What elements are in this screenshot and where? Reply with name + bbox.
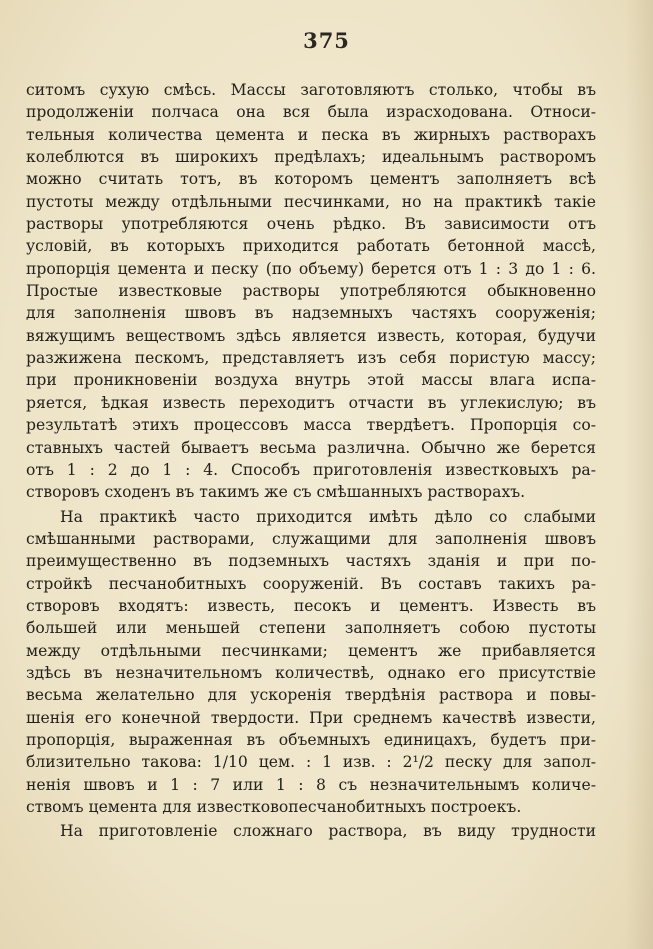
paragraph-end-line: ствомъ цемента для известковопесчанобитныхъ построекъ.	[26, 798, 522, 816]
text-line: шенія его конечной твердости. При среднемъ качествѣ извести,	[26, 708, 596, 727]
text-line: можно считать тотъ, въ которомъ цементъ заполняетъ всѣ	[26, 170, 596, 189]
text-line: отъ 1 : 2 до 1 : 4. Способъ приготовленія известковыхъ ра-	[26, 460, 596, 479]
text-line: большей или меньшей степени заполняетъ собою пустоты	[26, 619, 596, 638]
text-line: между отдѣльными песчинками; цементъ же прибавляется	[26, 641, 596, 660]
body-text	[26, 79, 596, 843]
text-line: здѣсь въ незначительномъ количествѣ, однако его присутствіе	[26, 663, 596, 682]
text-line: Простые известковые растворы употребляются обыкновенно	[26, 282, 596, 301]
text-line: разжижена пескомъ, представляетъ изъ себя пористую массу;	[26, 349, 596, 368]
text-line: преимущественно въ подземныхъ частяхъ зданія и при по-	[26, 552, 596, 571]
page-edge-shadow	[625, 0, 653, 949]
text-line: ненія швовъ и 1 : 7 или 1 : 8 съ незначительнымъ количе-	[26, 775, 596, 794]
text-line: при проникновеніи воздуха внутрь этой массы влага испа-	[26, 371, 596, 390]
text-line: ставныхъ частей бываетъ весьма различна. Обычно же берется	[26, 438, 596, 457]
text-line: растворы употребляются очень рѣдко. Въ зависимости отъ	[26, 215, 596, 234]
text-line: створовъ входятъ: известь, песокъ и цементъ. Известь въ	[26, 596, 596, 615]
text-line: пропорція, выраженная въ объемныхъ единицахъ, будетъ при-	[26, 730, 596, 749]
text-line: результатѣ этихъ процессовъ масса твердѣетъ. Пропорція со-	[26, 416, 596, 435]
page-number: 375	[303, 28, 350, 53]
text-line: условій, въ которыхъ приходится работать бетонной массѣ,	[26, 237, 596, 256]
text-line: ряется, ѣдкая известь переходитъ отчасти въ углекислую; въ	[26, 393, 596, 412]
paragraph-first-line: На приготовленіе сложнаго раствора, въ виду трудности	[60, 822, 596, 841]
paragraph-end-line: створовъ сходенъ въ такимъ же съ смѣшанныхъ растворахъ.	[26, 483, 526, 502]
text-line: для заполненія швовъ въ надземныхъ частяхъ сооруженія;	[26, 304, 596, 323]
text-line: вяжущимъ веществомъ здѣсь является известь, которая, будучи	[26, 326, 596, 345]
text-line: пустоты между отдѣльными песчинками, но на практикѣ такіе	[26, 192, 596, 211]
text-line: продолженіи полчаса она вся была израсходована. Относи-	[26, 103, 596, 122]
text-line: пропорція цемента и песку (по объему) берется отъ 1 : 3 до 1 : 6.	[26, 259, 596, 278]
text-line: близительно такова: 1/10 цем. : 1 изв. : 2¹/2 песку для запол-	[26, 753, 596, 772]
text-line: стройкѣ песчанобитныхъ сооруженій. Въ составъ такихъ ра-	[26, 574, 596, 593]
text-line: ситомъ сухую смѣсь. Массы заготовляютъ столько, чтобы въ	[26, 81, 596, 99]
text-line: колеблются въ широкихъ предѣлахъ; идеальнымъ растворомъ	[26, 148, 596, 167]
text-line: тельныя количества цемента и песка въ жирныхъ растворахъ	[26, 125, 596, 144]
text-line: смѣшанными растворами, служащими для заполненія швовъ	[26, 529, 596, 548]
paragraph-first-line: На практикѣ часто приходится имѣть дѣло со слабыми	[60, 507, 596, 526]
text-line: весьма желательно для ускоренія твердѣнія раствора и повы-	[26, 686, 596, 705]
